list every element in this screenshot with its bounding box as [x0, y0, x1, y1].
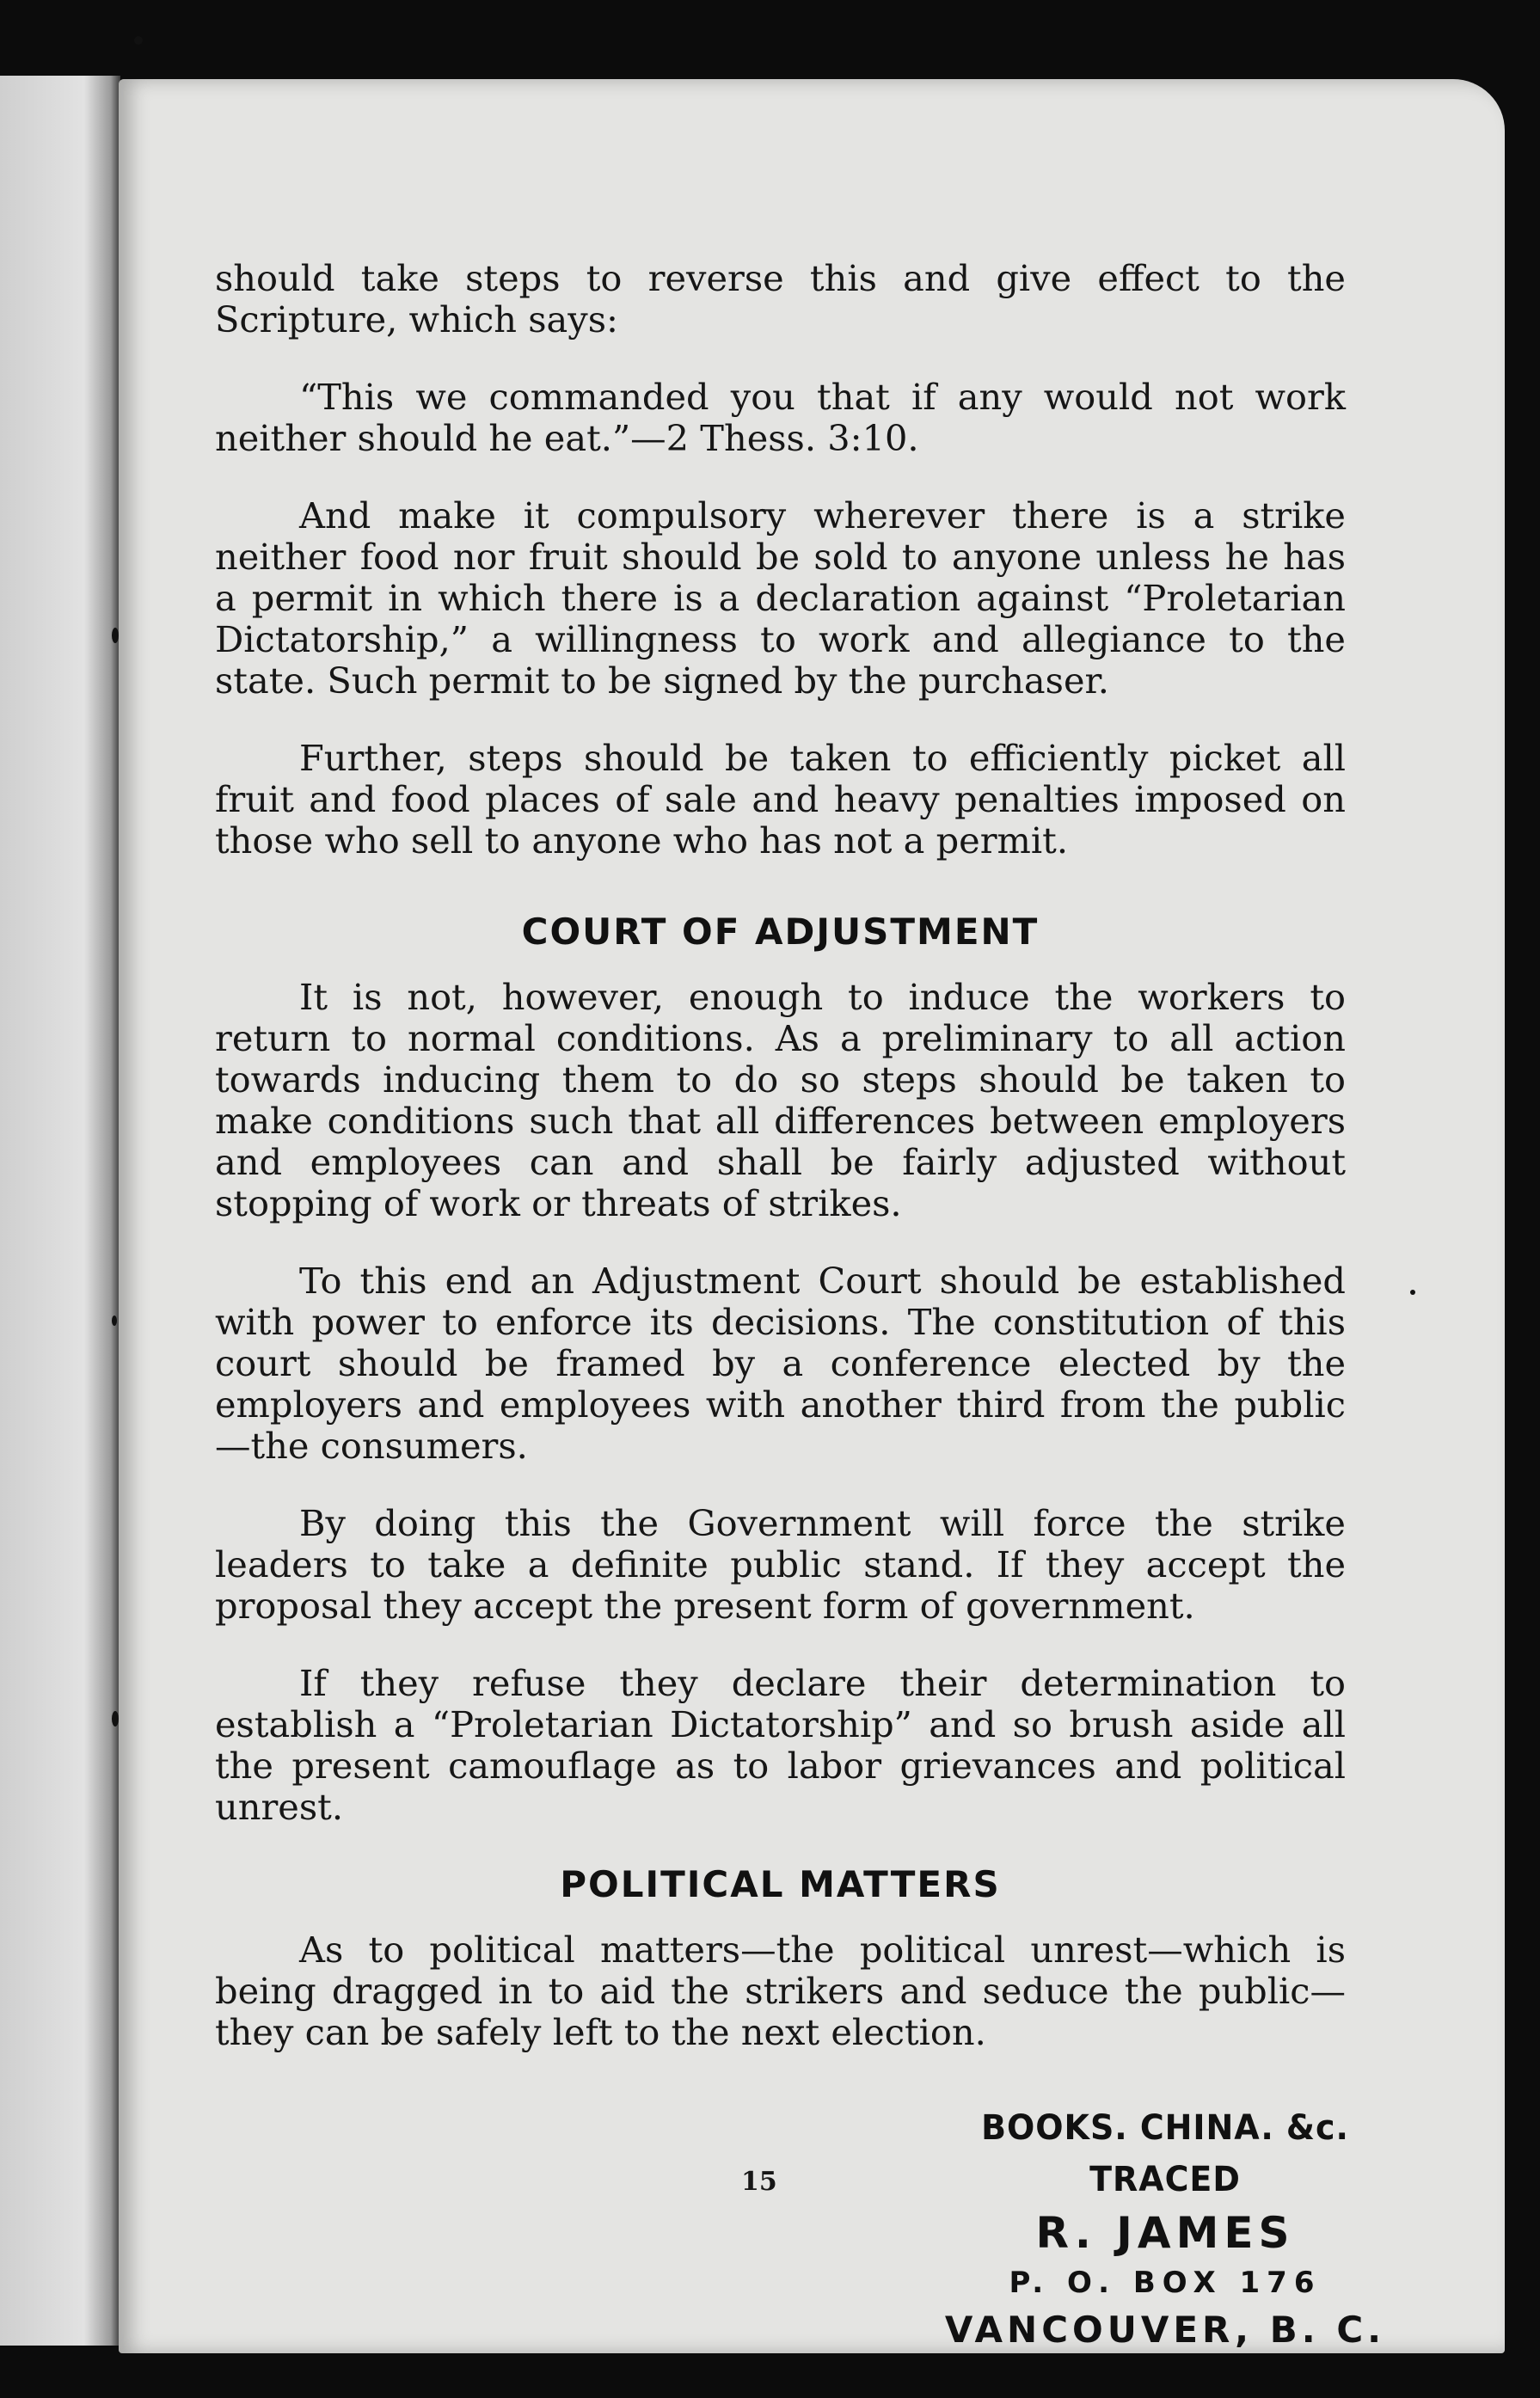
paragraph-induce-workers: It is not, however, enough to induce the workers to return to normal conditions. As a preliminary to all action towards inducing them to do so steps should be taken to make conditions such that all differences between employers and employees can and shall be fairly adjusted without stopping of work or threats of strikes. — [215, 976, 1346, 1224]
advertisement — [886, 2102, 1445, 2355]
scan-speck — [112, 1711, 119, 1726]
paragraph-government-stand: By doing this the Government will force the strike leaders to take a definite public stand. If they accept the proposal they accept the present form of government. — [215, 1502, 1346, 1627]
paragraph-picket: Further, steps should be taken to efficiently picket all fruit and food places of sale and heavy penalties imposed on those who sell to anyone who has not a permit. — [215, 737, 1346, 862]
paragraph-adjustment-court: To this end an Adjustment Court should be established with power to enforce its decisions. The constitution of this court should be framed by a conference elected by the employers and employees with another third from the public—the consumers. — [215, 1260, 1346, 1467]
facing-page-edge — [0, 76, 120, 2346]
paragraph-compulsory-permit: And make it compulsory wherever there is a strike neither food nor fruit should be sold to anyone unless he has a permit in which there is a declaration against “Proletarian Dictatorship,” a willingness to work and allegiance to the state. Such permit to be signed by the purchaser. — [215, 494, 1346, 702]
scan-speck — [112, 628, 119, 643]
paragraph-political-matters: As to political matters—the political unrest—which is being dragged in to aid the strikers and seduce the public—they can be safely left to the next election. — [215, 1929, 1346, 2053]
paragraph-refuse: If they refuse they declare their determination to establish a “Proletarian Dictatorship” and so brush aside all the present camouflage as to labor grievances and political unrest. — [215, 1662, 1346, 1828]
scripture-quote: “This we commanded you that if any would not work neither should he eat.”—2 Thess. 3:10. — [215, 376, 1346, 459]
body-text — [215, 258, 1346, 2089]
paragraph-continuation: should take steps to reverse this and give effect to the Scripture, which says: — [215, 257, 1346, 340]
scan-speck — [112, 1316, 117, 1326]
scan-speck — [134, 36, 143, 45]
ad-line-books: BOOKS. CHINA. &c. TRACED — [981, 2108, 1349, 2199]
page-number: 15 — [741, 2167, 777, 2197]
ad-line-city: VANCOUVER, B. C. — [944, 2309, 1386, 2351]
heading-court-of-adjustment: COURT OF ADJUSTMENT — [521, 911, 1040, 953]
heading-political-matters: POLITICAL MATTERS — [560, 1863, 1001, 1905]
ad-line-pobox: P. O. BOX 176 — [1009, 2266, 1322, 2300]
ad-line-name: R. JAMES — [1035, 2208, 1295, 2258]
scan-speck — [1410, 1290, 1415, 1295]
